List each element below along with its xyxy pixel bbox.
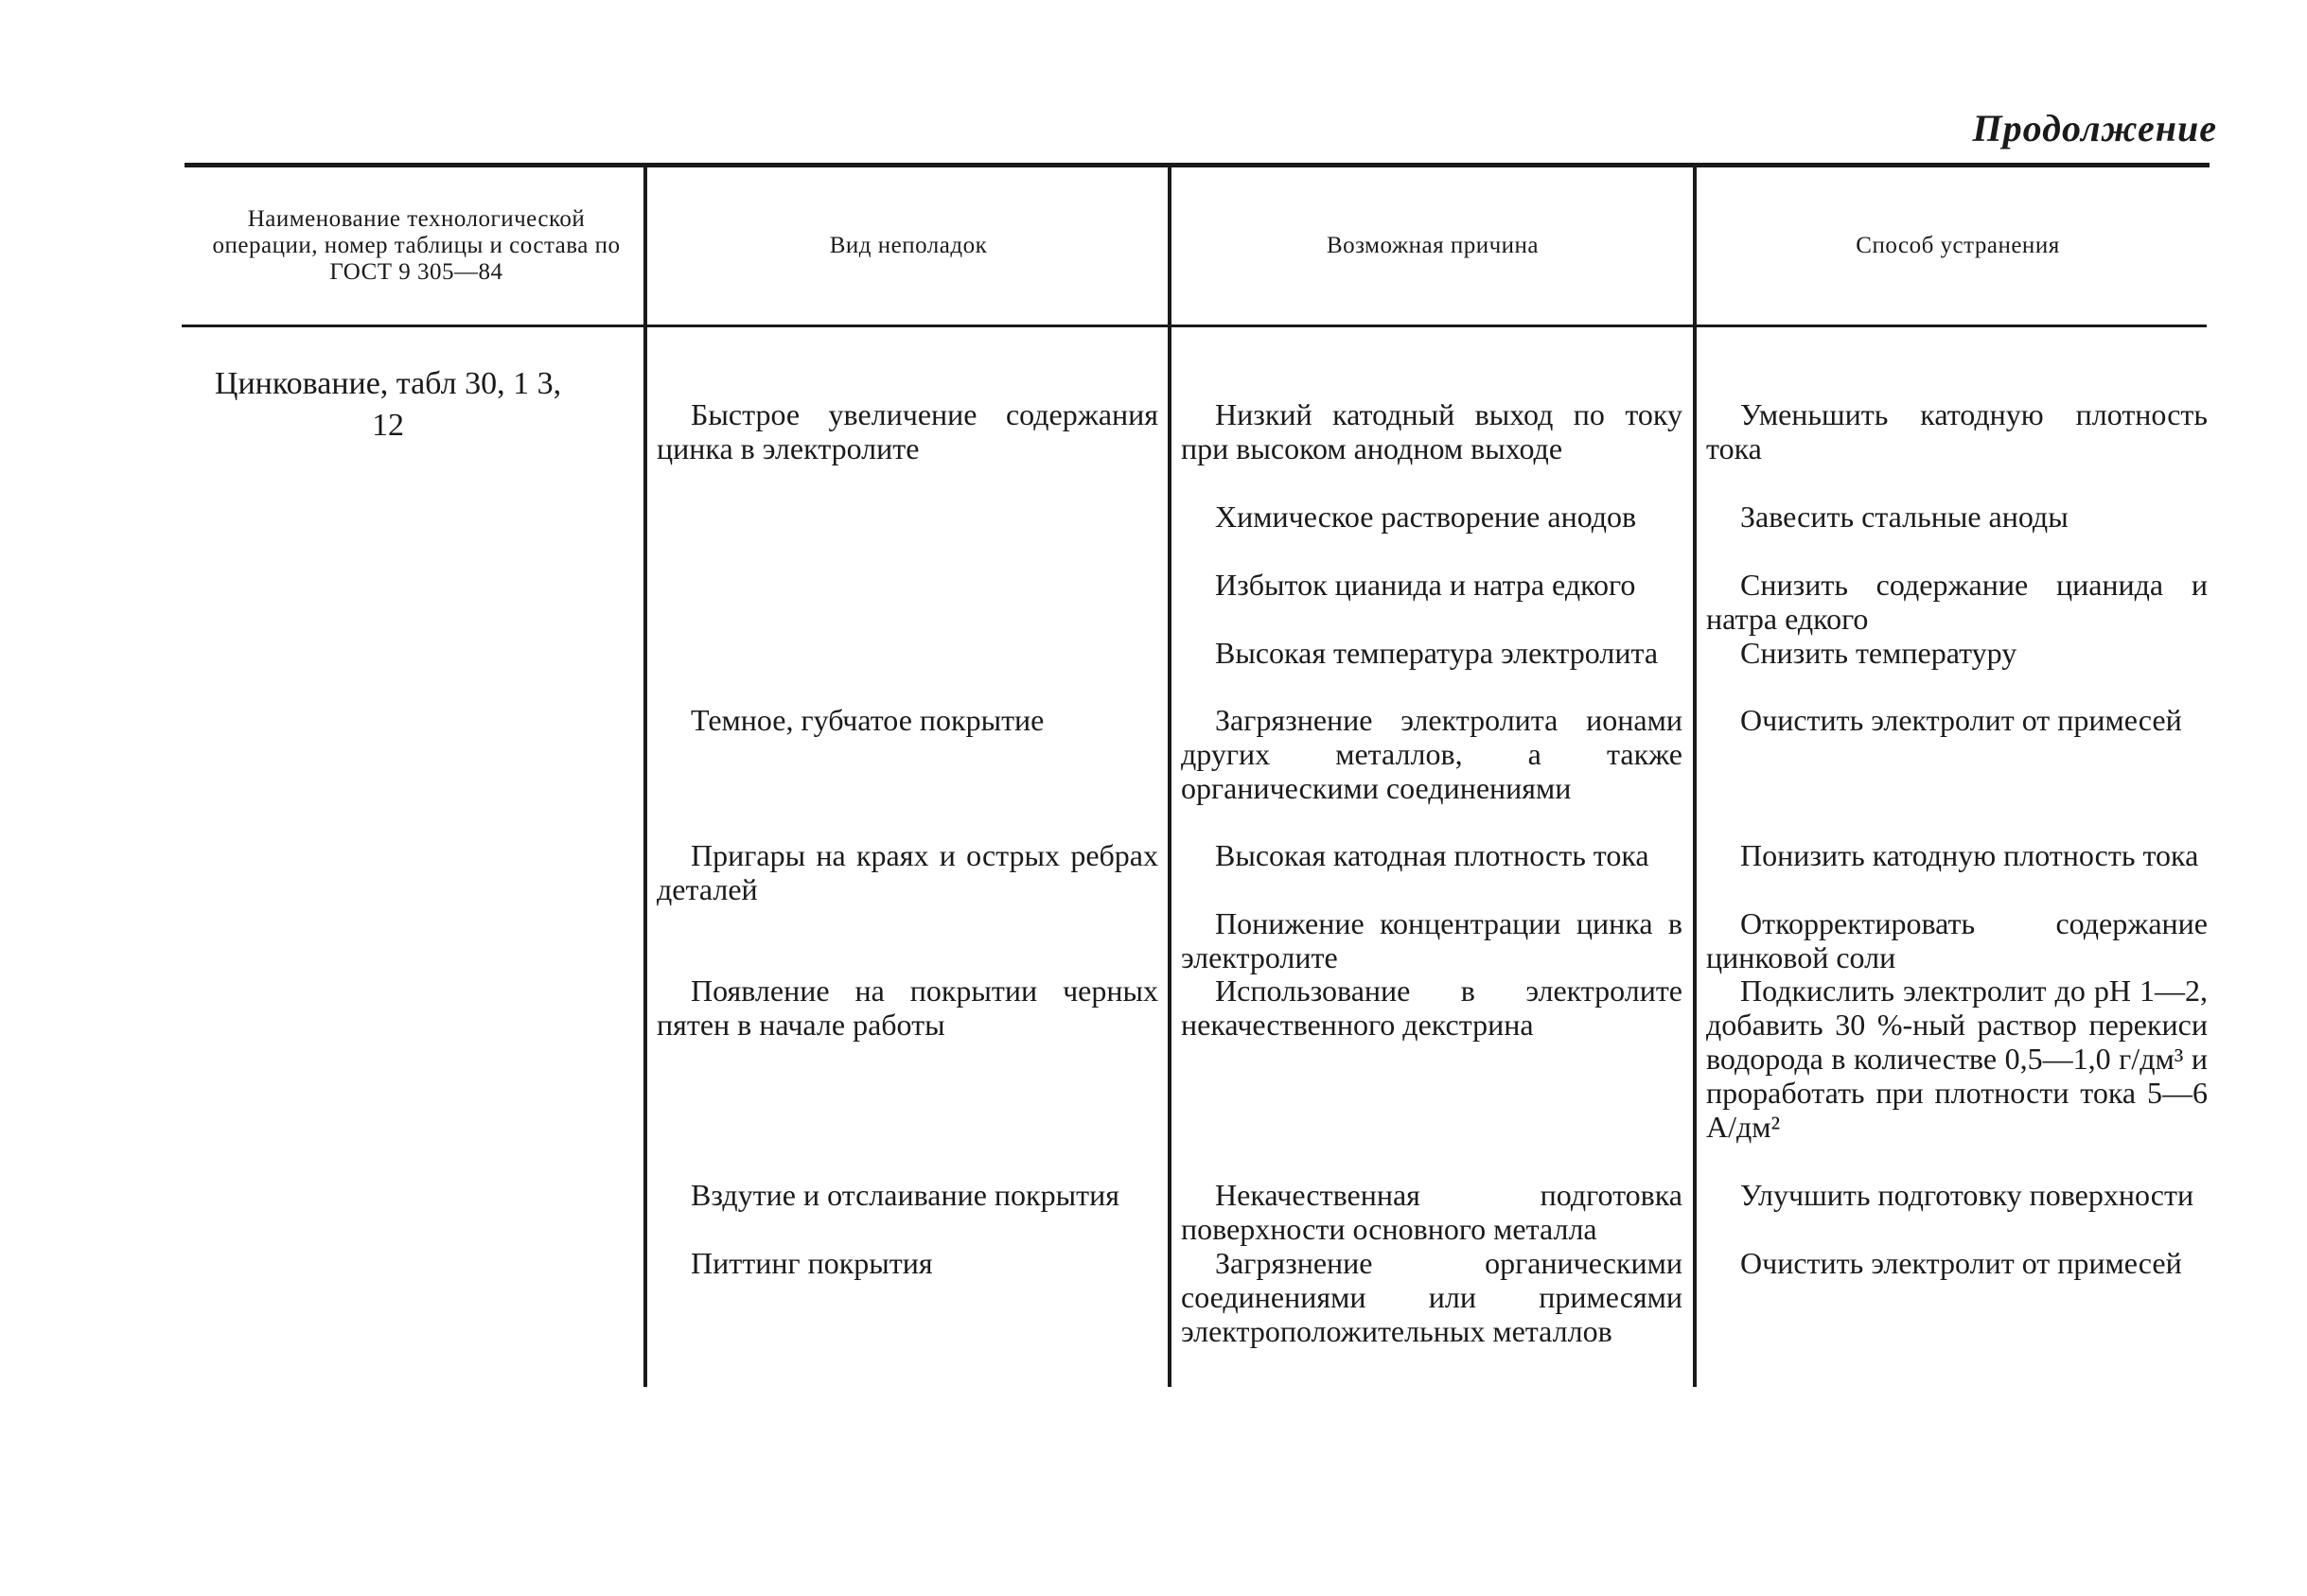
column-divider-3 — [1693, 167, 1697, 1387]
cause-8: Использование в электролите некачественного декстрина — [1181, 973, 1682, 1042]
remedy-10: Очистить электролит от примесей — [1740, 1246, 2182, 1280]
remedy-9: Улучшить подготовку поверхности — [1740, 1178, 2194, 1212]
header-operation — [199, 170, 634, 322]
cause-2: Химическое растворение анодов — [1215, 500, 1637, 534]
header-bottom-rule — [182, 324, 2207, 327]
operation-cell — [203, 363, 572, 447]
cause-10: Загрязнение органическими соединениями или примесями электроположительных металлов — [1181, 1246, 1682, 1348]
defect-6: Питтинг покрытия — [691, 1246, 933, 1280]
header-cause-text: Возможная причина — [1326, 233, 1540, 258]
remedy-7: Откорректировать содержание цинковой соли — [1706, 906, 2208, 974]
remedy-3: Снизить содержание цианида и натра едкого — [1706, 568, 2208, 636]
cause-3: Избыток цианида и натра едкого — [1215, 568, 1636, 602]
remedy-8: Подкислить электролит до pH 1—2, добавить 30 %-ный раствор перекиси водорода в количестве 0,5—1,0 г/дм³ и проработать при плотности тока 5—6 А/дм² — [1706, 973, 2208, 1144]
cause-5: Загрязнение электролита ионами других металлов, а также органическими соединениями — [1181, 703, 1682, 805]
header-remedy-text: Способ устранения — [1856, 233, 2060, 258]
remedy-2: Завесить стальные аноды — [1740, 500, 2069, 534]
column-divider-1 — [643, 167, 647, 1387]
operation-text: Цинкование, табл 30, 1 3, 12 — [214, 366, 562, 443]
cause-4: Высокая температура электролита — [1215, 636, 1659, 670]
cause-7: Понижение концентрации цинка в электролите — [1181, 906, 1682, 974]
remedy-5: Очистить электролит от примесей — [1740, 703, 2182, 737]
column-divider-2 — [1168, 167, 1171, 1387]
cause-9: Некачественная подготовка поверхности основного металла — [1181, 1178, 1682, 1246]
cause-1: Низкий катодный выход по току при высоком анодном выходе — [1181, 397, 1682, 465]
defect-1: Быстрое увеличение содержания цинка в электролите — [657, 397, 1158, 465]
header-remedy — [1702, 170, 2213, 322]
continuation-label: Продолжение — [1972, 107, 2217, 149]
remedy-6: Понизить катодную плотность тока — [1740, 838, 2199, 872]
cause-6: Высокая катодная плотность тока — [1215, 838, 1649, 872]
header-defect-text: Вид неполадок — [829, 233, 988, 258]
defect-3: Пригары на краях и острых ребрах деталей — [657, 838, 1158, 906]
defect-2: Темное, губчатое покрытие — [691, 703, 1045, 737]
header-defect — [653, 170, 1164, 322]
table-top-rule — [185, 163, 2210, 167]
header-cause — [1177, 170, 1688, 322]
header-operation-text: Наименование технологической операции, номер таблицы и состава по ГОСТ 9 305—84 — [212, 206, 621, 285]
defect-5: Вздутие и отслаивание покрытия — [691, 1178, 1119, 1212]
defect-4: Появление на покрытии черных пятен в начале работы — [657, 973, 1158, 1042]
remedy-1: Уменьшить катодную плотность тока — [1706, 397, 2208, 465]
remedy-4: Снизить температуру — [1740, 636, 2017, 670]
